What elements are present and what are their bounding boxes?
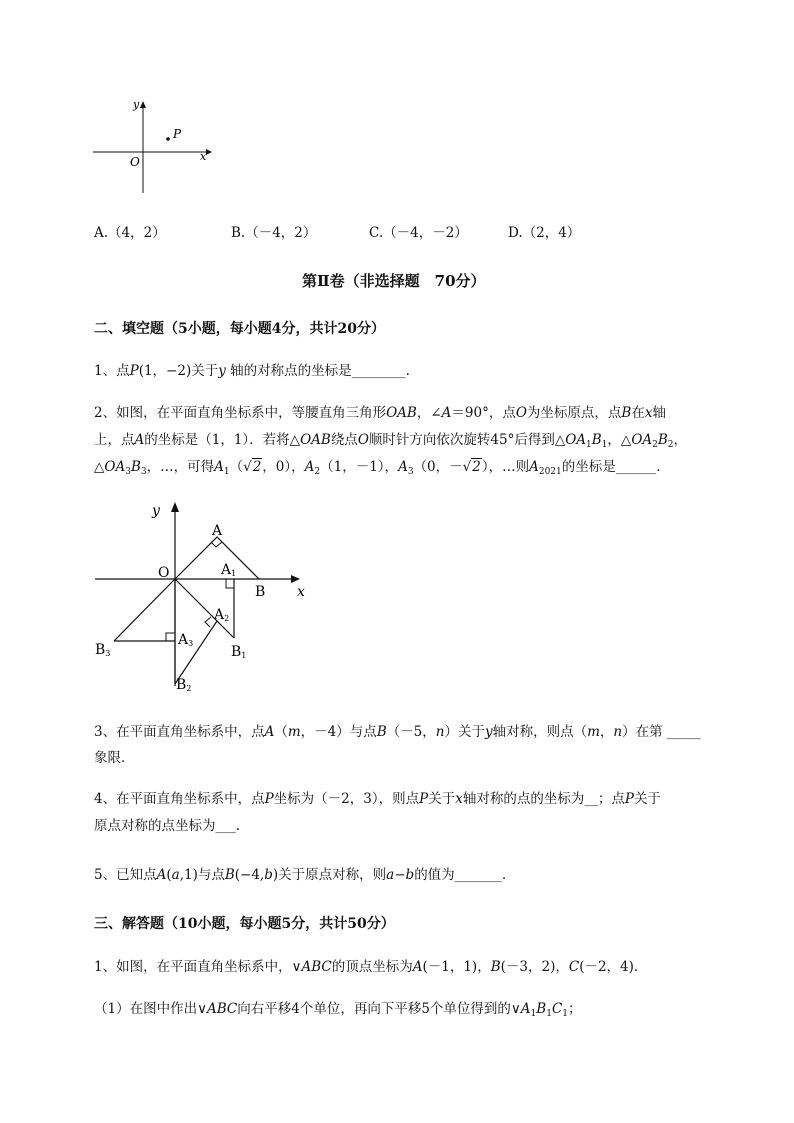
label-b1: B1 [231,644,247,660]
coordinate-figure-point-p [88,96,218,198]
label-a: A [212,523,223,539]
label-b: B [255,584,266,600]
origin-label: O [158,565,170,581]
y-axis-label: y [152,503,160,519]
fill-question-1: 1、点P(1，−2)关于y 轴的对称点的坐标是________. [94,363,410,379]
solve-question-1-part1: （1）在图中作出∨ABC向右平移4个单位，再向下平移5个单位得到的$\vee A_1B_1C_1$； [94,1001,582,1019]
option-a: A.（4，2） [94,225,166,241]
label-a3: A3 [178,632,194,648]
y-axis-label: y [133,98,140,111]
fill-question-2-line1: 2、如图，在平面直角坐标系中，等腰直角三角形OAB，∠A＝90°，点O为坐标原点，点B在x轴 [94,405,666,421]
fill-question-2-line3: $\triangle OA_3B_3$，…，可得$A_1(√2$，0），$A_2(1$，－1），$A_3(0$，－√2），…则$A_{2021}$的坐标是______. [94,459,661,477]
rotation-figure [90,496,320,701]
section2-heading: 二、填空题（5小题，每小题4分，共计20分） [94,321,385,337]
label-a2: A2 [214,607,230,623]
solve-question-1: 1、如图，在平面直角坐标系中，∨ABC的顶点坐标为A(－1，1)，B(－3，2)，C(－2，4)． [94,959,648,975]
fill-question-3-line2: 象限． [94,750,135,766]
x-axis-label: x [200,150,207,163]
point-p-label: P [173,127,182,141]
fill-question-5: 5、已知点A(a,1)与点B(−4,b)关于原点对称，则a−b的值为_______. [94,867,507,883]
origin-label: O [130,155,140,169]
fill-question-2-line2: 上，点A的坐标是（1，1）．若将△OAB绕点O顺时针方向依次旋转45°后得到$\triangle OA_1B_1$，$\triangle OA_2B_2$， [94,432,688,450]
fill-question-3-line1: 3、在平面直角坐标系中，点A（m，－4）与点B（－5，n）关于y轴对称，则点（m，n）在第 _____ [94,724,701,740]
x-axis-label: x [297,584,305,600]
option-c: C.（－4，－2） [369,225,468,241]
fill-question-4-line1: 4、在平面直角坐标系中，点P坐标为（－2，3），则点P关于x轴对称的点的坐标为__；点P关于 [94,791,661,807]
label-b2: B2 [176,677,192,693]
option-d: D.（2，4） [508,225,581,241]
label-a1: A1 [221,562,237,578]
fill-question-4-line2: 原点对称的点坐标为___. [94,818,241,834]
option-b: B.（－4，2） [231,225,317,241]
part2-title: 第Ⅱ卷（非选择题 70分） [302,272,486,290]
label-b3: B3 [95,642,111,658]
section3-heading: 三、解答题（10小题，每小题5分，共计50分） [94,916,395,932]
